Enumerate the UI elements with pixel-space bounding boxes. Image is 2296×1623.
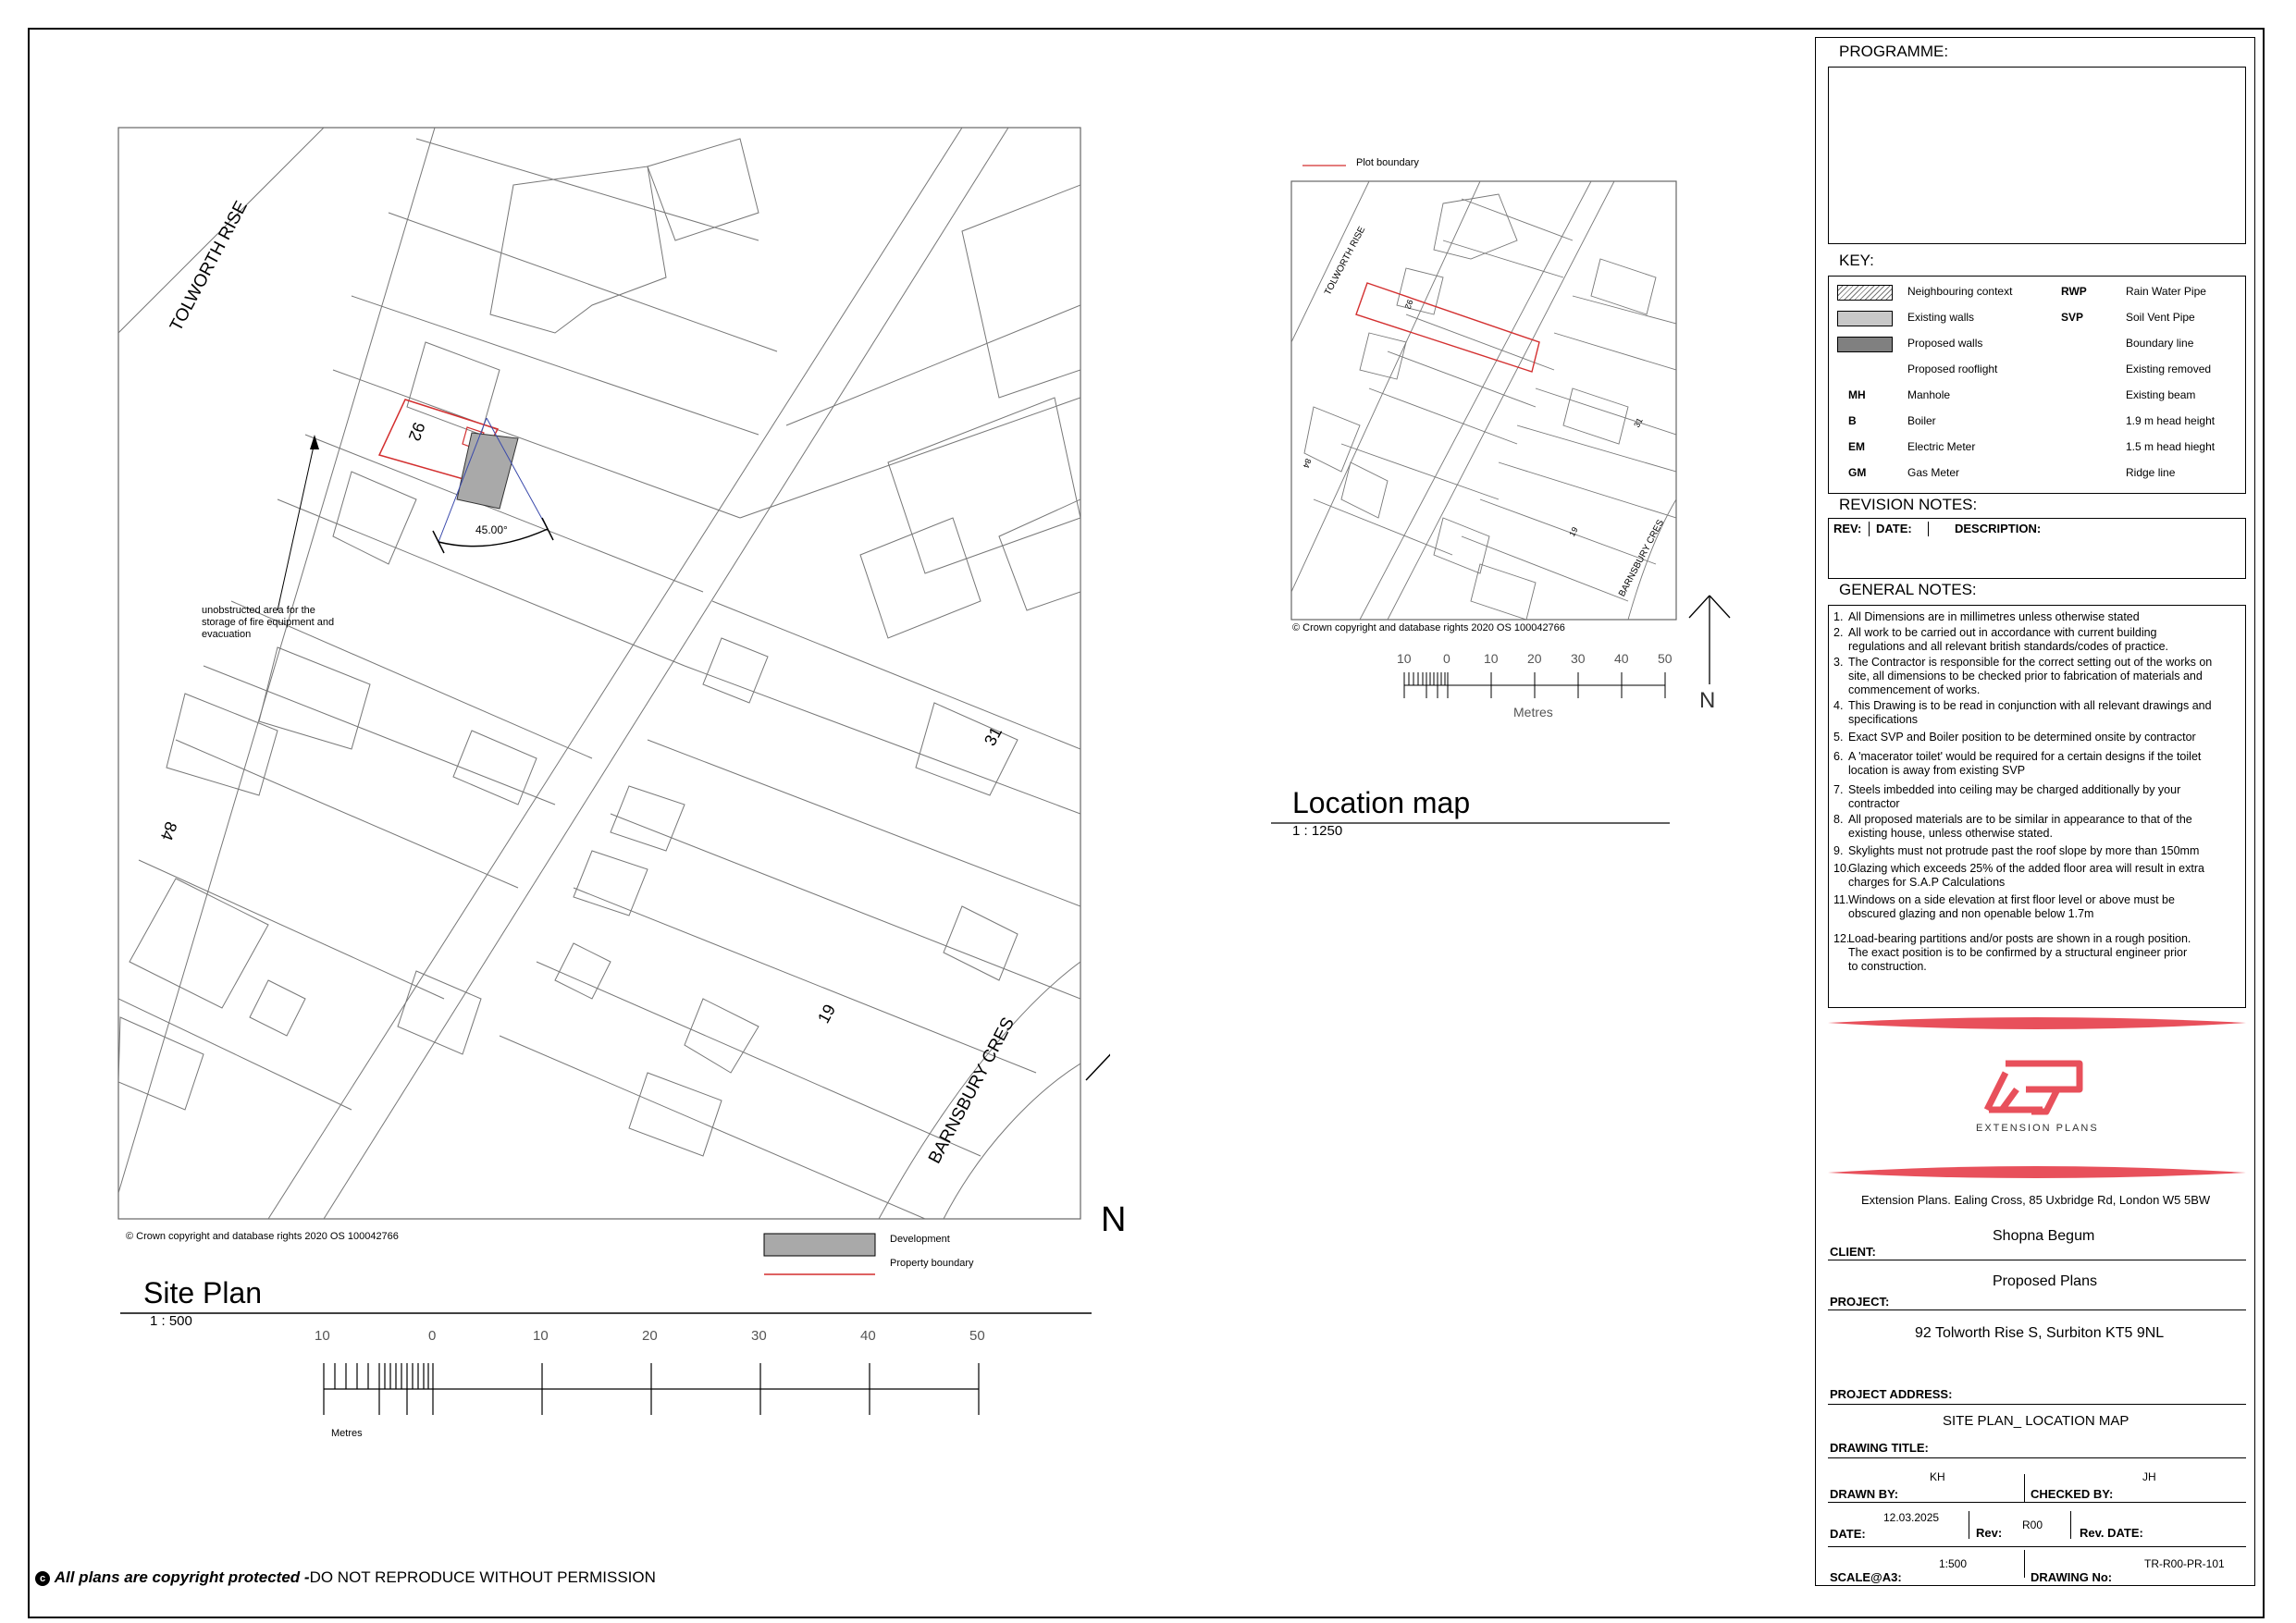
brand-name: EXTENSION PLANS bbox=[1976, 1123, 2099, 1134]
legend-development-label: Development bbox=[890, 1234, 950, 1245]
scale-label: SCALE@A3: bbox=[1830, 1570, 1902, 1584]
scale-label: 0 bbox=[428, 1328, 437, 1344]
client-label: CLIENT: bbox=[1830, 1245, 1876, 1259]
copyright-rest: DO NOT REPRODUCE WITHOUT PERMISSION bbox=[309, 1568, 656, 1586]
location-scale-bar bbox=[1404, 672, 1665, 698]
street-label-tolworth: TOLWORTH RISE bbox=[167, 198, 252, 335]
key-label: Neighbouring context bbox=[1907, 285, 2013, 298]
client-value: Shopna Begum bbox=[1993, 1228, 2095, 1244]
date-line bbox=[1828, 1546, 2246, 1547]
key-label: Boundary line bbox=[2126, 337, 2194, 350]
fire-note-line-3: evacuation bbox=[202, 629, 252, 640]
lm-north-label: N bbox=[1699, 688, 1716, 713]
lm-street-tolworth: TOLWORTH RISE bbox=[1323, 225, 1368, 298]
rev-label: Rev: bbox=[1976, 1526, 2003, 1540]
site-address-value: 92 Tolworth Rise S, Surbiton KT5 9NL bbox=[1915, 1325, 2165, 1341]
description-column-header: DESCRIPTION: bbox=[1955, 522, 2042, 535]
programme-label: PROGRAMME: bbox=[1839, 43, 1949, 60]
drawing-no-label: DRAWING No: bbox=[2031, 1570, 2113, 1584]
location-map bbox=[0, 0, 1758, 879]
key-label: Proposed walls bbox=[1907, 337, 1983, 350]
key-label: Soil Vent Pipe bbox=[2126, 311, 2195, 324]
project-address-line bbox=[1828, 1404, 2246, 1405]
key-label: Electric Meter bbox=[1907, 440, 1976, 453]
note-item: 12. Load-bearing partitions and/or posts are shown in a rough position. The exact position is to be confirmed by a structural engineer prior to construction. bbox=[1833, 932, 2191, 973]
general-notes-label: GENERAL NOTES: bbox=[1839, 581, 1977, 598]
scale-value: 1:500 bbox=[1939, 1557, 1968, 1570]
drawn-checked-divider bbox=[2024, 1474, 2025, 1502]
copyright-icon: c bbox=[35, 1571, 50, 1586]
checked-by-value: JH bbox=[2142, 1470, 2156, 1483]
location-map-title: Location map bbox=[1292, 786, 1471, 819]
note-item: 10. Glazing which exceeds 25% of the added floor area will result in extra charges for S.A.P Calculations bbox=[1833, 862, 2204, 889]
north-label: N bbox=[1101, 1200, 1127, 1239]
lm-street-barnsbury: BARNSBURY CRES bbox=[1617, 518, 1667, 599]
lm-scale-unit: Metres bbox=[1513, 705, 1553, 719]
lm-house-31: 31 bbox=[1632, 416, 1645, 429]
drawn-by-label: DRAWN BY: bbox=[1830, 1487, 1899, 1501]
lm-scale-label: 50 bbox=[1658, 651, 1673, 666]
location-map-scale: 1 : 1250 bbox=[1292, 823, 1343, 839]
key-label: Gas Meter bbox=[1907, 466, 1960, 479]
site-plan-scale: 1 : 500 bbox=[150, 1313, 192, 1329]
lm-house-19: 19 bbox=[1567, 525, 1580, 538]
key-label: Existing removed bbox=[2126, 363, 2212, 375]
swatch-proposed-walls bbox=[1837, 337, 1893, 352]
key-symbol: SVP bbox=[2061, 311, 2084, 324]
rev-divider bbox=[1869, 522, 1870, 536]
date-column-header: DATE: bbox=[1876, 522, 1912, 535]
key-symbol: B bbox=[1848, 414, 1857, 427]
note-item: 6. A 'macerator toilet' would be required for a certain designs if the toilet location is away from existing SVP bbox=[1833, 750, 2202, 777]
key-label: Manhole bbox=[1907, 388, 1951, 401]
project-line bbox=[1828, 1309, 2246, 1310]
key-label: Rain Water Pipe bbox=[2126, 285, 2206, 298]
fire-note-line-1: unobstructed area for the bbox=[202, 605, 315, 616]
swatch-existing-walls bbox=[1837, 311, 1893, 326]
project-label: PROJECT: bbox=[1830, 1295, 1890, 1309]
swatch-neighbouring bbox=[1837, 285, 1893, 301]
key-label: Ridge line bbox=[2126, 466, 2176, 479]
company-address: Extension Plans. Ealing Cross, 85 Uxbridge Rd, London W5 5BW bbox=[1861, 1193, 2211, 1207]
note-item: 5. Exact SVP and Boiler position to be determined onsite by contractor bbox=[1833, 731, 2196, 744]
note-item: 9. Skylights must not protrude past the roof slope by more than 150mm bbox=[1833, 844, 2200, 857]
drawing-title-label: DRAWING TITLE: bbox=[1830, 1441, 1929, 1455]
drawing-no-value: TR-R00-PR-101 bbox=[2144, 1557, 2225, 1570]
note-item: 4. This Drawing is to be read in conjunction with all relevant drawings and specifications bbox=[1833, 699, 2212, 726]
drawing-title-line bbox=[1828, 1457, 2246, 1458]
rev-column-header: REV: bbox=[1833, 522, 1862, 535]
lm-scale-label: 20 bbox=[1527, 651, 1542, 666]
lm-scale-label: 0 bbox=[1443, 651, 1450, 666]
key-label: KEY: bbox=[1839, 252, 1874, 269]
site-plan-title: Site Plan bbox=[143, 1276, 263, 1309]
copyright-notice bbox=[35, 1568, 656, 1587]
angle-label: 45.00° bbox=[475, 523, 508, 536]
site-plan-copyright: © Crown copyright and database rights 2020 OS 100042766 bbox=[126, 1231, 399, 1242]
fire-note-line-2: storage of fire equipment and bbox=[202, 617, 335, 628]
rev-revdate-divider bbox=[2070, 1511, 2071, 1539]
lm-scale-label: 10 bbox=[1484, 651, 1499, 666]
lm-scale-label: 40 bbox=[1614, 651, 1629, 666]
scale-unit: Metres bbox=[331, 1428, 363, 1439]
drawn-by-line bbox=[1828, 1502, 2246, 1503]
general-notes-list bbox=[1833, 610, 2240, 974]
key-label: 1.9 m head height bbox=[2126, 414, 2216, 427]
scale-drawing-divider bbox=[2024, 1550, 2025, 1578]
lm-house-84: 84 bbox=[1301, 457, 1314, 470]
key-label: Proposed rooflight bbox=[1907, 363, 1998, 375]
drawn-by-value: KH bbox=[1930, 1470, 1945, 1483]
rev-date-label: Rev. DATE: bbox=[2080, 1526, 2143, 1540]
key-label: 1.5 m head hieght bbox=[2126, 440, 2216, 453]
note-item: 8. All proposed materials are to be similar in appearance to that of the existing house, unless otherwise stated. bbox=[1833, 813, 2192, 840]
house-number-31: 31 bbox=[981, 723, 1006, 749]
project-value: Proposed Plans bbox=[1993, 1273, 2097, 1289]
note-item: 2. All work to be carried out in accordance with current building regulations and all relevant british standards/codes of practice. bbox=[1833, 626, 2169, 653]
checked-by-label: CHECKED BY: bbox=[2031, 1487, 2114, 1501]
site-scale-bar bbox=[324, 1363, 979, 1415]
street-label-barnsbury: BARNSBURY CRES bbox=[925, 1014, 1019, 1167]
lm-scale-label: 30 bbox=[1571, 651, 1586, 666]
note-item: 1. All Dimensions are in millimetres unless otherwise stated bbox=[1833, 610, 2140, 623]
key-box bbox=[1828, 276, 2246, 494]
location-copyright: © Crown copyright and database rights 2020 OS 100042766 bbox=[1292, 622, 1565, 633]
house-number-19: 19 bbox=[814, 1001, 840, 1027]
note-item: 3. The Contractor is responsible for the correct setting out of the works on site, all dimensions to be checked prior to fabrication of materials and commencement of works. bbox=[1833, 656, 2213, 696]
note-item: 7. Steels imbedded into ceiling may be charged additionally by your contractor bbox=[1833, 783, 2181, 810]
key-symbol: RWP bbox=[2061, 285, 2087, 298]
scale-label: 50 bbox=[969, 1328, 985, 1344]
house-number-92: 92 bbox=[404, 419, 429, 444]
rev-value: R00 bbox=[2022, 1518, 2043, 1531]
scale-label: 30 bbox=[751, 1328, 767, 1344]
project-address-label: PROJECT ADDRESS: bbox=[1830, 1387, 1953, 1401]
location-map-drawing bbox=[0, 0, 1758, 879]
scale-label: 40 bbox=[860, 1328, 876, 1344]
date-divider bbox=[1928, 522, 1929, 536]
legend-plot-boundary-label: Plot boundary bbox=[1356, 157, 1419, 168]
key-symbol: EM bbox=[1848, 440, 1865, 453]
key-label: Existing beam bbox=[2126, 388, 2196, 401]
key-label: Boiler bbox=[1907, 414, 1936, 427]
lm-scale-label: 10 bbox=[1397, 651, 1412, 666]
programme-box bbox=[1828, 67, 2246, 244]
key-label: Existing walls bbox=[1907, 311, 1975, 324]
scale-label: 10 bbox=[533, 1328, 549, 1344]
date-value: 12.03.2025 bbox=[1883, 1511, 1940, 1524]
legend-boundary-label: Property boundary bbox=[890, 1258, 974, 1269]
date-label: DATE: bbox=[1830, 1527, 1866, 1541]
revision-notes-label: REVISION NOTES: bbox=[1839, 496, 1978, 513]
copyright-bold: All plans are copyright protected - bbox=[54, 1568, 310, 1586]
note-item: 11. Windows on a side elevation at first floor level or above must be obscured glazing and non openable below 1.7m bbox=[1833, 893, 2175, 920]
key-symbol: MH bbox=[1848, 388, 1866, 401]
key-symbol: GM bbox=[1848, 466, 1867, 479]
scale-label: 20 bbox=[642, 1328, 658, 1344]
drawing-title-value: SITE PLAN_ LOCATION MAP bbox=[1943, 1413, 2129, 1429]
lm-house-92: 92 bbox=[1402, 298, 1415, 311]
scale-label: 10 bbox=[315, 1328, 330, 1344]
house-number-84: 84 bbox=[156, 818, 181, 843]
